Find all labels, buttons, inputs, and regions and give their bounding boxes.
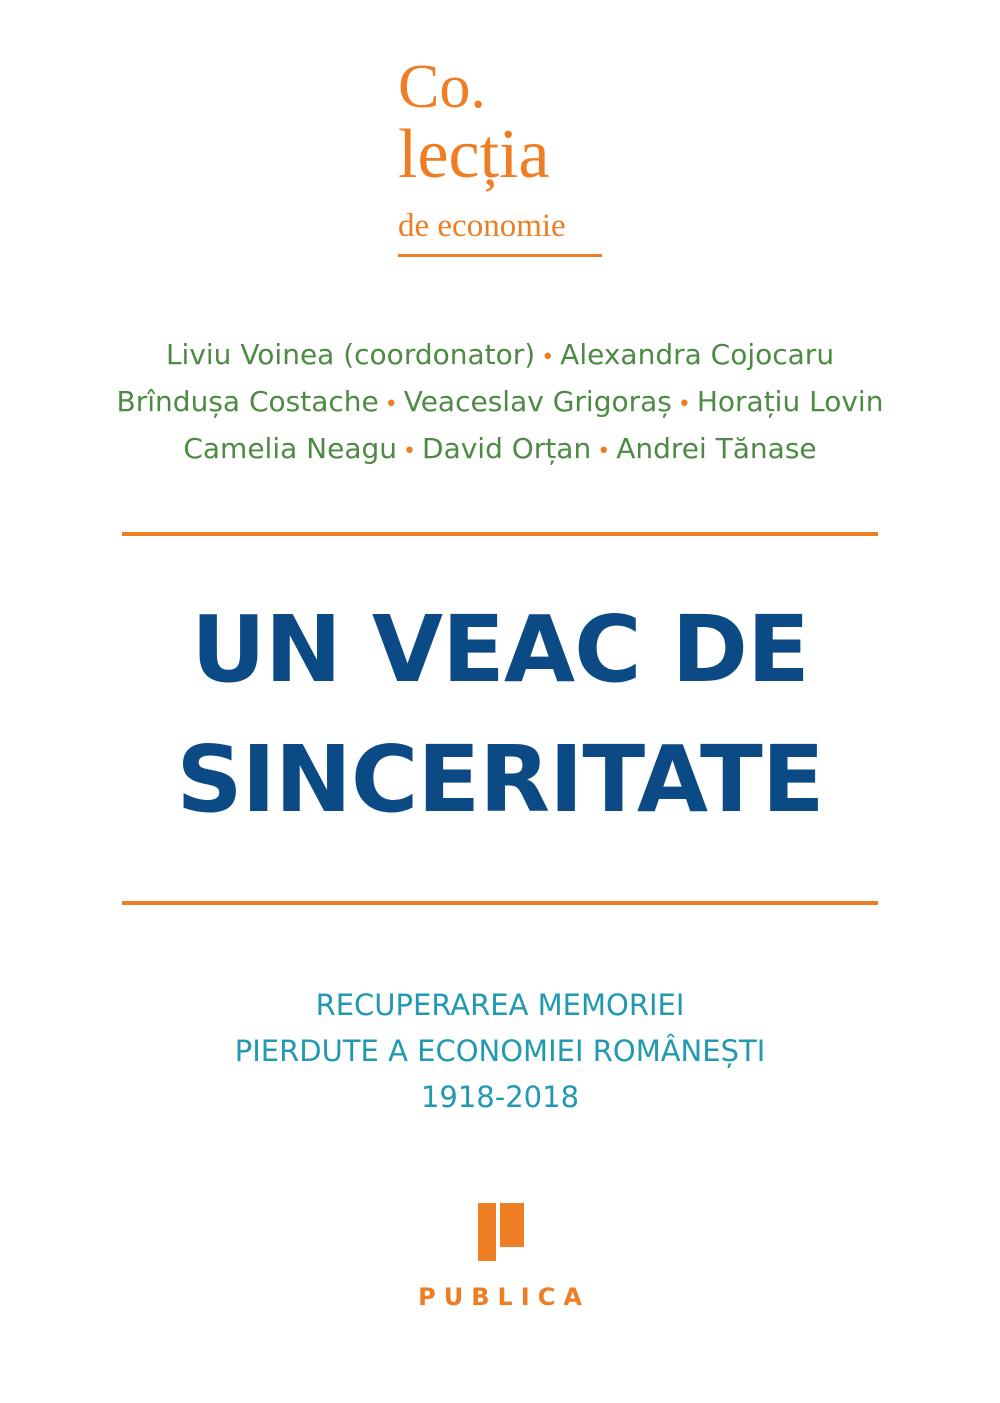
bullet-separator: • bbox=[597, 439, 611, 464]
divider-bottom bbox=[122, 901, 878, 905]
subtitle-line-2: PIERDUTE A ECONOMIEI ROMÂNEȘTI bbox=[234, 1034, 766, 1068]
series-line-de-economie: de economie bbox=[398, 208, 566, 244]
author-name: Brîndușa Costache bbox=[116, 385, 379, 418]
publica-p-logo-icon bbox=[478, 1203, 524, 1261]
author-line-2 bbox=[0, 380, 1000, 427]
book-title bbox=[0, 585, 1000, 845]
title-line-2: SINCERITATE bbox=[176, 726, 824, 833]
bullet-separator: • bbox=[677, 392, 691, 417]
author-list bbox=[0, 333, 1000, 474]
bullet-separator: • bbox=[403, 439, 417, 464]
bullet-separator: • bbox=[384, 392, 398, 417]
title-line-1: UN VEAC DE bbox=[191, 596, 809, 703]
bullet-separator: • bbox=[541, 345, 555, 370]
publisher-name: PUBLICA bbox=[418, 1283, 590, 1311]
subtitle-line-3: 1918-2018 bbox=[420, 1080, 580, 1114]
author-name: Veaceslav Grigoraș bbox=[403, 385, 672, 418]
series-line-lectia: lecția bbox=[398, 116, 550, 193]
author-name: Liviu Voinea (coordonator) bbox=[165, 338, 536, 371]
author-name: Alexandra Cojocaru bbox=[560, 338, 835, 371]
author-name: Horațiu Lovin bbox=[696, 385, 884, 418]
series-line-co: Co. bbox=[398, 53, 486, 121]
book-subtitle bbox=[0, 982, 1000, 1120]
author-line-3 bbox=[0, 427, 1000, 474]
author-name: David Orțan bbox=[422, 432, 592, 465]
divider-top bbox=[122, 532, 878, 536]
author-line-1 bbox=[0, 333, 1000, 380]
author-name: Andrei Tănase bbox=[616, 432, 817, 465]
series-underline bbox=[398, 254, 602, 257]
subtitle-line-1: RECUPERAREA MEMORIEI bbox=[315, 988, 685, 1022]
author-name: Camelia Neagu bbox=[183, 432, 398, 465]
